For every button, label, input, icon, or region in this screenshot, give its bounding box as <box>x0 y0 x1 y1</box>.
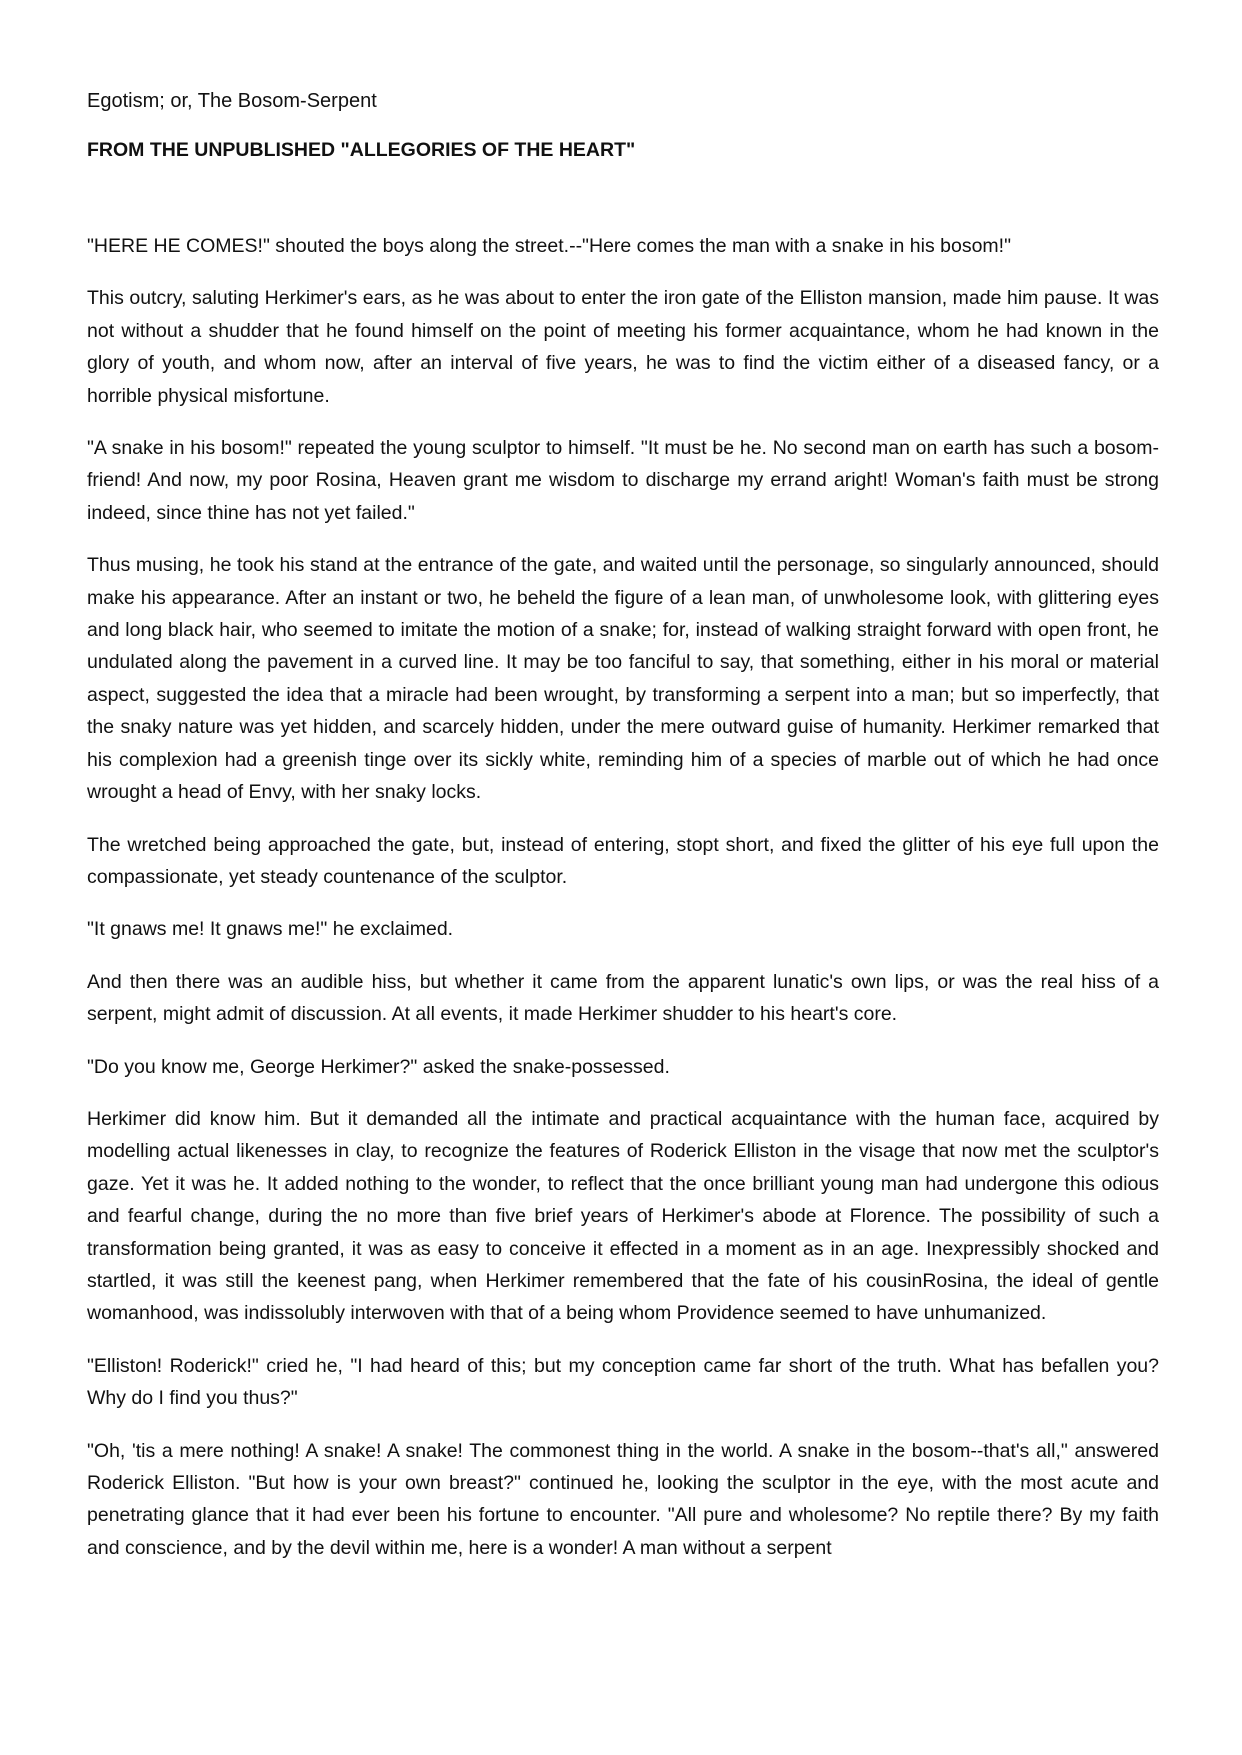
paragraph: And then there was an audible hiss, but whether it came from the apparent lunatic's own lips, or was the real hiss of a serpent, might admit of discussion. At all events, it made Herkimer shudder to his heart's core. <box>87 970 1159 1026</box>
paragraph: "A snake in his bosom!" repeated the young sculptor to himself. "It must be he. No second man on earth has such a bosom-friend! And now, my poor Rosina, Heaven grant me wisdom to discharge my errand aright! Woman's faith must be strong indeed, since thine has not yet failed." <box>87 437 1159 524</box>
paragraph: Herkimer did know him. But it demanded all the intimate and practical acquaintance with the human face, acquired by modelling actual likenesses in clay, to recognize the features of Roderick Elliston in the visage that now met the sculptor's gaze. Yet it was he. It added nothing to the wonder, to reflect that the once brilliant young man had undergone this odious and fearful change, during the no more than five brief years of Herkimer's abode at Florence. The possibility of such a transformation being granted, it was as easy to conceive it effected in a moment as in an age. Inexpressibly shocked and startled, it was still the keenest pang, when Herkimer remembered that the fate of his cousinRosina, the ideal of gentle womanhood, was indissolubly interwoven with that of a being whom Providence seemed to have unhumanized. <box>87 1107 1159 1325</box>
document-page <box>87 84 1159 1584</box>
document-subtitle: FROM THE UNPUBLISHED "ALLEGORIES OF THE HEART" <box>87 139 636 161</box>
document-title: Egotism; or, The Bosom-Serpent <box>87 90 377 112</box>
paragraph: "Do you know me, George Herkimer?" asked the snake-possessed. <box>87 1055 670 1078</box>
paragraph: The wretched being approached the gate, but, instead of entering, stopt short, and fixed the glitter of his eye full upon the compassionate, yet steady countenance of the sculptor. <box>87 833 1159 888</box>
paragraph: "HERE HE COMES!" shouted the boys along the street.--"Here comes the man with a snake in his bosom!" <box>87 235 1012 257</box>
paragraph: "Oh, 'tis a mere nothing! A snake! A snake! The commonest thing in the world. A snake in the bosom--that's all," answered Roderick Elliston. "But how is your own breast?" continued he, looking the sculptor in the eye, with the most acute and penetrating glance that it had ever been his fortune to encounter. "All pure and wholesome? No reptile there? By my faith and conscience, and by the devil within me, here is a wonder! A man without a serpent <box>87 1439 1159 1559</box>
paragraph: Thus musing, he took his stand at the entrance of the gate, and waited until the personage, so singularly announced, should make his appearance. After an instant or two, he beheld the figure of a lean man, of unwholesome look, with glittering eyes and long black hair, who seemed to imitate the motion of a snake; for, instead of walking straight forward with open front, he undulated along the pavement in a curved line. It may be too fanciful to say, that something, either in his moral or material aspect, suggested the idea that a miracle had been wrought, by transforming a serpent into a man; but so imperfectly, that the snaky nature was yet hidden, and scarcely hidden, under the mere outward guise of humanity. Herkimer remarked that his complexion had a greenish tinge over its sickly white, reminding him of a species of marble out of which he had once wrought a head of Envy, with her snaky locks. <box>87 554 1159 804</box>
paragraph: "Elliston! Roderick!" cried he, "I had heard of this; but my conception came far short of the truth. What has befallen you? Why do I find you thus?" <box>87 1354 1159 1410</box>
paragraph: This outcry, saluting Herkimer's ears, as he was about to enter the iron gate of the Elliston mansion, made him pause. It was not without a shudder that he found himself on the point of meeting his former acquaintance, whom he had known in the glory of youth, and whom now, after an interval of five years, he was to find the victim either of a diseased fancy, or a horrible physical misfortune. <box>87 287 1159 407</box>
paragraph: "It gnaws me! It gnaws me!" he exclaimed. <box>87 918 454 941</box>
